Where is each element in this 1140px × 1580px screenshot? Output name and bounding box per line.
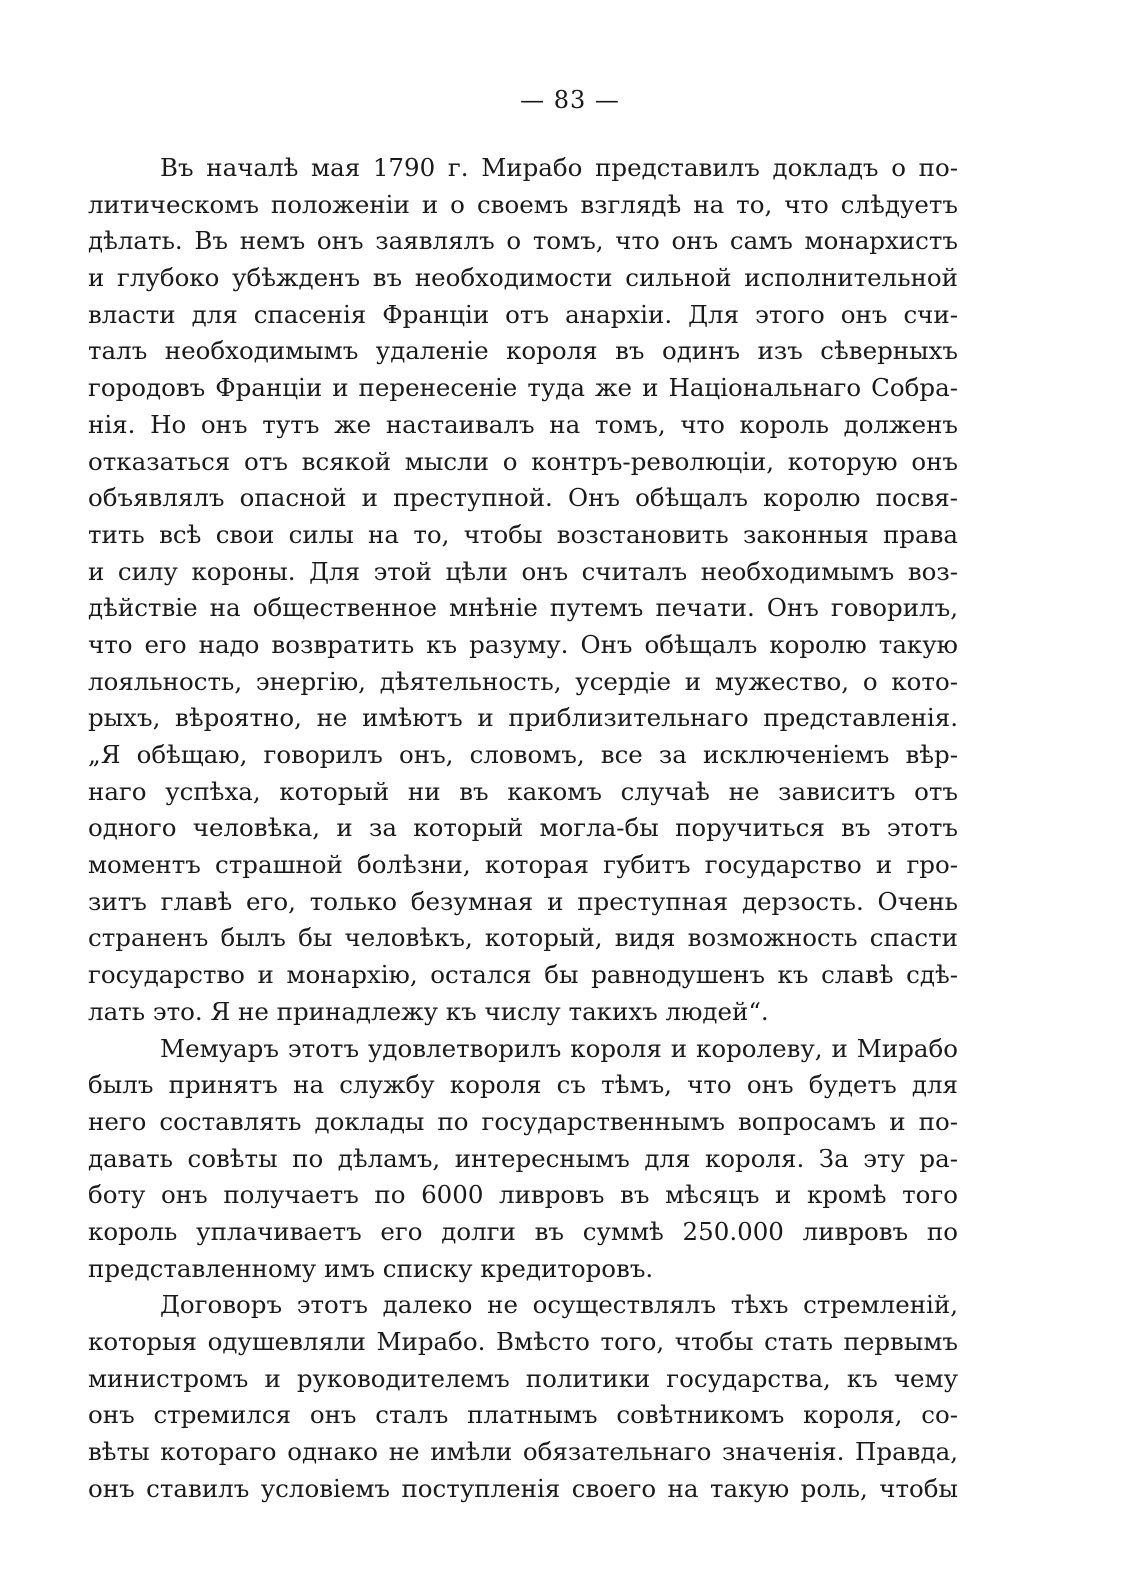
text-line: представленному имъ списку кредиторовъ.	[88, 1253, 654, 1283]
text-line: Договоръ этотъ далеко не осуществлялъ тѣхъ стремленій,	[160, 1290, 958, 1320]
text-line: городовъ Франціи и перенесеніе туда же и Національнаго Собра-	[88, 373, 958, 403]
text-line: былъ принятъ на службу короля съ тѣмъ, что онъ будетъ для	[88, 1070, 958, 1100]
text-line: лать это. Я не принадлежу къ числу такихъ людей“.	[88, 996, 769, 1026]
text-line: и силу короны. Для этой цѣли онъ считалъ необходимымъ воз-	[88, 556, 958, 586]
text-line: боту онъ получаетъ по 6000 ливровъ въ мѣсяцъ и кромѣ того	[88, 1180, 958, 1210]
text-line: тить всѣ свои силы на то, чтобы возстановить законныя права	[88, 519, 958, 549]
text-line: что его надо возвратить къ разуму. Онъ обѣщалъ королю такую	[88, 629, 958, 659]
text-line: лояльность, энергію, дѣятельность, усердіе и мужество, о кото-	[88, 666, 958, 696]
text-line: вѣты котораго однако не имѣли обязательнаго значенія. Правда,	[88, 1437, 958, 1467]
paragraph-1	[88, 150, 958, 1031]
text-line: дѣлать. Въ немъ онъ заявлялъ о томъ, что онъ самъ монархистъ	[88, 226, 958, 256]
text-line: и глубоко убѣжденъ въ необходимости сильной исполнительной	[88, 263, 958, 293]
text-line: рыхъ, вѣроятно, не имѣютъ и приблизительнаго представленія.	[88, 703, 958, 733]
text-line: талъ необходимымъ удаленіе короля въ одинъ изъ сѣверныхъ	[88, 336, 958, 366]
text-line: онъ ставилъ условіемъ поступленія своего на такую роль, чтобы	[88, 1473, 958, 1503]
text-line: объявлялъ опасной и преступной. Онъ обѣщалъ королю посвя-	[88, 483, 958, 513]
text-line: литическомъ положеніи и о своемъ взглядѣ на то, что слѣдуетъ	[88, 189, 958, 219]
text-line: зитъ главѣ его, только безумная и преступная дерзость. Очень	[88, 886, 958, 916]
text-line: онъ стремился онъ сталъ платнымъ совѣтникомъ короля, со-	[88, 1400, 958, 1430]
text-line: отказаться отъ всякой мысли о контръ-революціи, которую онъ	[88, 446, 958, 476]
text-line: нія. Но онъ тутъ же настаивалъ на томъ, что король долженъ	[88, 409, 958, 439]
page-number: — 83 —	[520, 86, 620, 114]
text-line: моментъ страшной болѣзни, которая губитъ государство и гро-	[88, 850, 958, 880]
paragraph-3	[88, 1287, 958, 1507]
text-line: король уплачиваетъ его долги въ суммѣ 250.000 ливровъ по	[88, 1216, 958, 1246]
text-line: которыя одушевляли Мирабо. Вмѣсто того, чтобы стать первымъ	[88, 1327, 958, 1356]
text-line: Въ началѣ мая 1790 г. Мирабо представилъ докладъ о по-	[160, 153, 958, 182]
body-text	[88, 150, 958, 1507]
text-line: страненъ былъ бы человѣкъ, который, видя возможность спасти	[88, 923, 958, 953]
text-line: одного человѣка, и за который могла-бы поручиться въ этотъ	[88, 813, 958, 843]
text-line: Мемуаръ этотъ удовлетворилъ короля и королеву, и Мирабо	[160, 1033, 958, 1063]
text-line: давать совѣты по дѣламъ, интереснымъ для короля. За эту ра-	[88, 1143, 958, 1173]
text-line: дѣйствіе на общественное мнѣніе путемъ печати. Онъ говорилъ,	[88, 593, 958, 623]
text-line: него составлять доклады по государственнымъ вопросамъ и по-	[88, 1106, 958, 1136]
text-line: государство и монархію, остался бы равнодушенъ къ славѣ сдѣ-	[88, 960, 958, 990]
text-line: наго успѣха, который ни въ какомъ случаѣ не зависитъ отъ	[88, 776, 958, 806]
text-line: министромъ и руководителемъ политики государства, къ чему	[88, 1363, 958, 1393]
paragraph-2	[88, 1031, 958, 1288]
text-line: власти для спасенія Франціи отъ анархіи. Для этого онъ счи-	[88, 299, 958, 329]
text-line: „Я обѣщаю, говорилъ онъ, словомъ, все за исключеніемъ вѣр-	[88, 740, 958, 769]
